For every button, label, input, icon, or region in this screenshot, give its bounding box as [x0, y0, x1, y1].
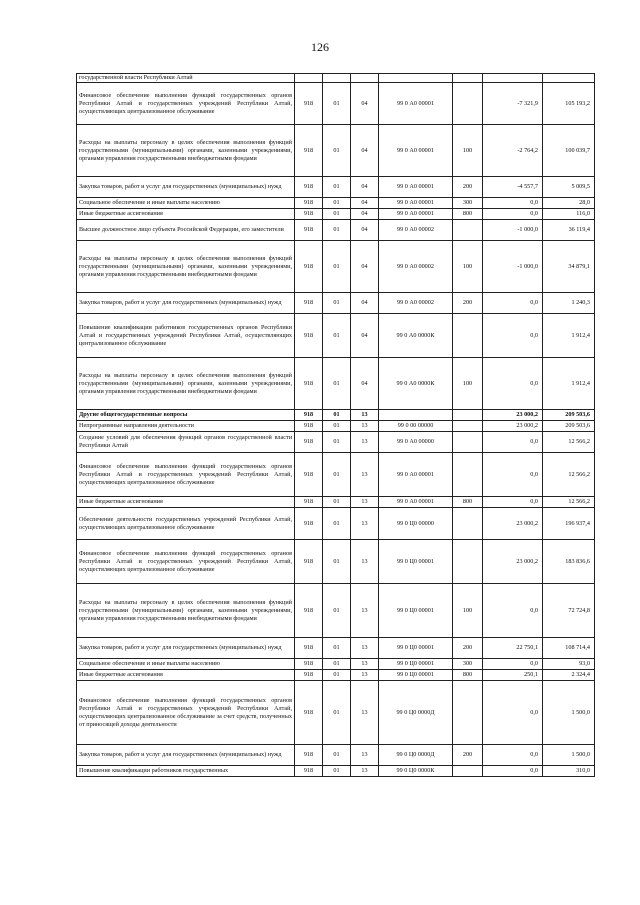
row-section: 01: [323, 681, 351, 745]
row-admin-code: 918: [295, 745, 323, 766]
table-row: [77, 659, 595, 670]
table-row: [77, 293, 595, 314]
row-name: Создание условий для обеспечения функций органов государственной власти Республики Алтай: [77, 432, 295, 453]
table-row: [77, 220, 595, 241]
table-row: [77, 358, 595, 410]
row-admin-code: 918: [295, 125, 323, 177]
row-target-article: 99 0 Ц0 00001: [379, 659, 453, 670]
row-change-amount: 23 000,2: [483, 508, 543, 540]
row-name: Иные бюджетные ассигнования: [77, 670, 295, 681]
row-admin-code: 918: [295, 453, 323, 497]
row-total-amount: 2 324,4: [543, 670, 595, 681]
row-admin-code: 918: [295, 241, 323, 293]
row-target-article: 99 0 А0 00002: [379, 241, 453, 293]
row-target-article: [379, 74, 453, 83]
row-subsection: 13: [351, 508, 379, 540]
row-section: 01: [323, 745, 351, 766]
row-change-amount: 0,0: [483, 745, 543, 766]
row-total-amount: 1 912,4: [543, 314, 595, 358]
row-subsection: 04: [351, 293, 379, 314]
row-admin-code: 918: [295, 432, 323, 453]
row-admin-code: 918: [295, 638, 323, 659]
row-total-amount: 310,0: [543, 766, 595, 777]
row-expense-type: [453, 432, 483, 453]
row-total-amount: 36 119,4: [543, 220, 595, 241]
row-section: 01: [323, 220, 351, 241]
row-change-amount: -2 764,2: [483, 125, 543, 177]
row-change-amount: 0,0: [483, 314, 543, 358]
row-target-article: 99 0 А0 00001: [379, 198, 453, 209]
row-subsection: 04: [351, 198, 379, 209]
row-admin-code: 918: [295, 508, 323, 540]
row-change-amount: -7 321,9: [483, 83, 543, 125]
row-expense-type: 800: [453, 497, 483, 508]
row-section: 01: [323, 177, 351, 198]
row-change-amount: 0,0: [483, 358, 543, 410]
row-name: Иные бюджетные ассигнования: [77, 209, 295, 220]
row-change-amount: 0,0: [483, 659, 543, 670]
row-total-amount: 12 566,2: [543, 453, 595, 497]
row-name: Закупка товаров, работ и услуг для государственных (муниципальных) нужд: [77, 638, 295, 659]
row-subsection: 04: [351, 220, 379, 241]
row-subsection: 13: [351, 766, 379, 777]
row-name: Финансовое обеспечение выполнения функций государственных органов Республики Алтай и государственных учреждений Республики Алтай, осуществляющих централизованное обслуживание: [77, 540, 295, 584]
table-row: [77, 125, 595, 177]
row-change-amount: 0,0: [483, 584, 543, 638]
row-total-amount: 116,0: [543, 209, 595, 220]
table-row: [77, 83, 595, 125]
row-subsection: 13: [351, 638, 379, 659]
row-subsection: 04: [351, 241, 379, 293]
table-row: [77, 198, 595, 209]
row-total-amount: 93,0: [543, 659, 595, 670]
row-total-amount: 12 566,2: [543, 432, 595, 453]
row-target-article: 99 0 А0 00001: [379, 177, 453, 198]
row-expense-type: [453, 410, 483, 421]
row-name: Обеспечение деятельности государственных учреждений Республики Алтай, осуществляющих централизованное обслуживание: [77, 508, 295, 540]
row-name: Закупка товаров, работ и услуг для государственных (муниципальных) нужд: [77, 293, 295, 314]
table-row: [77, 209, 595, 220]
row-section: 01: [323, 540, 351, 584]
row-subsection: 13: [351, 540, 379, 584]
row-section: 01: [323, 670, 351, 681]
row-change-amount: -4 557,7: [483, 177, 543, 198]
row-target-article: 99 0 А0 00000: [379, 432, 453, 453]
row-total-amount: 105 193,2: [543, 83, 595, 125]
row-admin-code: [295, 74, 323, 83]
row-expense-type: 100: [453, 584, 483, 638]
row-admin-code: 918: [295, 314, 323, 358]
row-total-amount: 1 500,0: [543, 745, 595, 766]
row-target-article: 99 0 А0 00001: [379, 453, 453, 497]
row-change-amount: 23 000,2: [483, 421, 543, 432]
row-name: Расходы на выплаты персоналу в целях обеспечения выполнения функций государственными (муниципальными) органами, казенными учреждениями, органами управления государственными внебюджетными фондами: [77, 125, 295, 177]
row-admin-code: 918: [295, 293, 323, 314]
row-change-amount: -1 000,0: [483, 220, 543, 241]
table-row: [77, 314, 595, 358]
row-target-article: 99 0 Ц0 00001: [379, 670, 453, 681]
row-expense-type: 300: [453, 198, 483, 209]
row-total-amount: 72 724,8: [543, 584, 595, 638]
row-target-article: 99 0 А0 00001: [379, 125, 453, 177]
row-admin-code: 918: [295, 209, 323, 220]
row-section: 01: [323, 453, 351, 497]
row-section: 01: [323, 198, 351, 209]
row-expense-type: [453, 681, 483, 745]
row-admin-code: 918: [295, 220, 323, 241]
table-row: [77, 241, 595, 293]
row-total-amount: 100 039,7: [543, 125, 595, 177]
row-total-amount: 1 912,4: [543, 358, 595, 410]
row-change-amount: 0,0: [483, 209, 543, 220]
row-subsection: 04: [351, 177, 379, 198]
row-subsection: 13: [351, 745, 379, 766]
row-admin-code: 918: [295, 177, 323, 198]
row-subsection: 13: [351, 432, 379, 453]
row-section: 01: [323, 766, 351, 777]
row-subsection: 13: [351, 584, 379, 638]
row-expense-type: 200: [453, 745, 483, 766]
row-section: 01: [323, 584, 351, 638]
table-row: [77, 638, 595, 659]
row-section: 01: [323, 638, 351, 659]
row-subsection: 13: [351, 659, 379, 670]
table-row: [77, 766, 595, 777]
row-target-article: 99 0 А0 0000К: [379, 314, 453, 358]
row-admin-code: 918: [295, 83, 323, 125]
table-row: [77, 432, 595, 453]
row-subsection: 04: [351, 125, 379, 177]
row-target-article: 99 0 Ц0 0000Д: [379, 681, 453, 745]
row-subsection: 04: [351, 209, 379, 220]
table-row: [77, 410, 595, 421]
row-admin-code: 918: [295, 584, 323, 638]
row-admin-code: 918: [295, 421, 323, 432]
row-admin-code: 918: [295, 766, 323, 777]
row-expense-type: 800: [453, 209, 483, 220]
row-name: Расходы на выплаты персоналу в целях обеспечения выполнения функций государственными (муниципальными) органами, казенными учреждениями, органами управления государственными внебюджетными фондами: [77, 358, 295, 410]
row-name: Социальное обеспечение и иные выплаты населению: [77, 659, 295, 670]
row-target-article: 99 0 А0 0000К: [379, 358, 453, 410]
row-admin-code: 918: [295, 198, 323, 209]
row-change-amount: 22 750,1: [483, 638, 543, 659]
row-section: 01: [323, 410, 351, 421]
row-target-article: 99 0 Ц0 00001: [379, 540, 453, 584]
row-expense-type: [453, 453, 483, 497]
row-expense-type: [453, 314, 483, 358]
row-expense-type: 200: [453, 293, 483, 314]
row-subsection: 13: [351, 453, 379, 497]
row-section: 01: [323, 83, 351, 125]
row-change-amount: 0,0: [483, 766, 543, 777]
row-name: Закупка товаров, работ и услуг для государственных (муниципальных) нужд: [77, 177, 295, 198]
row-admin-code: 918: [295, 410, 323, 421]
row-total-amount: 12 566,2: [543, 497, 595, 508]
row-expense-type: 200: [453, 177, 483, 198]
row-expense-type: 100: [453, 125, 483, 177]
table-row: [77, 177, 595, 198]
row-change-amount: 250,1: [483, 670, 543, 681]
row-total-amount: 196 937,4: [543, 508, 595, 540]
row-subsection: 04: [351, 83, 379, 125]
row-change-amount: 23 000,2: [483, 540, 543, 584]
row-subsection: 04: [351, 358, 379, 410]
row-target-article: 99 0 Ц0 00001: [379, 584, 453, 638]
row-section: 01: [323, 241, 351, 293]
row-target-article: 99 0 А0 00001: [379, 209, 453, 220]
row-section: 01: [323, 497, 351, 508]
row-target-article: 99 0 А0 00001: [379, 497, 453, 508]
row-total-amount: [543, 74, 595, 83]
row-target-article: 99 0 Ц0 0000К: [379, 766, 453, 777]
row-target-article: [379, 410, 453, 421]
row-expense-type: 800: [453, 670, 483, 681]
row-expense-type: [453, 766, 483, 777]
row-subsection: 13: [351, 497, 379, 508]
row-section: 01: [323, 293, 351, 314]
row-section: 01: [323, 432, 351, 453]
table-row: [77, 508, 595, 540]
row-section: 01: [323, 508, 351, 540]
row-section: 01: [323, 358, 351, 410]
row-name: Повышение квалификации работников государственных: [77, 766, 295, 777]
row-total-amount: 34 879,1: [543, 241, 595, 293]
row-expense-type: 100: [453, 241, 483, 293]
row-change-amount: 0,0: [483, 497, 543, 508]
row-expense-type: 300: [453, 659, 483, 670]
row-admin-code: 918: [295, 540, 323, 584]
table-row: [77, 74, 595, 83]
row-target-article: 99 0 А0 00002: [379, 220, 453, 241]
row-expense-type: [453, 540, 483, 584]
row-section: 01: [323, 125, 351, 177]
row-name: Непрограммные направления деятельности: [77, 421, 295, 432]
row-change-amount: 0,0: [483, 198, 543, 209]
row-change-amount: -1 000,0: [483, 241, 543, 293]
row-section: 01: [323, 314, 351, 358]
row-target-article: 99 0 Ц0 0000Д: [379, 745, 453, 766]
row-name: Высшее должностное лицо субъекта Российской Федерации, его заместители: [77, 220, 295, 241]
row-name: Социальное обеспечение и иные выплаты населению: [77, 198, 295, 209]
row-subsection: [351, 74, 379, 83]
row-name: Финансовое обеспечение выполнения функций государственных органов Республики Алтай и государственных учреждений Республики Алтай, осуществляющих централизованное обслуживание за счет средств, полученных от приносящей доходы деятельности: [77, 681, 295, 745]
table-row: [77, 421, 595, 432]
row-change-amount: 0,0: [483, 453, 543, 497]
row-name: Расходы на выплаты персоналу в целях обеспечения выполнения функций государственными (муниципальными) органами, казенными учреждениями, органами управления государственными внебюджетными фондами: [77, 584, 295, 638]
row-admin-code: 918: [295, 497, 323, 508]
row-target-article: 99 0 А0 00001: [379, 83, 453, 125]
row-name: Другие общегосударственные вопросы: [77, 410, 295, 421]
table-row: [77, 497, 595, 508]
row-change-amount: 0,0: [483, 432, 543, 453]
row-admin-code: 918: [295, 358, 323, 410]
row-change-amount: 0,0: [483, 293, 543, 314]
row-change-amount: 0,0: [483, 681, 543, 745]
row-expense-type: [453, 421, 483, 432]
row-expense-type: 200: [453, 638, 483, 659]
table-row: [77, 584, 595, 638]
table-row: [77, 453, 595, 497]
row-name: Повышение квалификации работников государственных органов Республики Алтай и государственных учреждений Республики Алтай, осуществляющих централизованное обслуживание: [77, 314, 295, 358]
row-expense-type: [453, 74, 483, 83]
row-total-amount: 183 836,6: [543, 540, 595, 584]
row-subsection: 13: [351, 421, 379, 432]
table-row: [77, 540, 595, 584]
row-expense-type: 100: [453, 358, 483, 410]
row-admin-code: 918: [295, 681, 323, 745]
row-total-amount: 1 500,0: [543, 681, 595, 745]
table-row: [77, 745, 595, 766]
row-section: 01: [323, 659, 351, 670]
table-row: [77, 681, 595, 745]
row-total-amount: 209 503,6: [543, 410, 595, 421]
row-admin-code: 918: [295, 670, 323, 681]
row-total-amount: 1 240,3: [543, 293, 595, 314]
row-change-amount: [483, 74, 543, 83]
row-subsection: 13: [351, 410, 379, 421]
row-total-amount: 5 009,5: [543, 177, 595, 198]
row-admin-code: 918: [295, 659, 323, 670]
budget-table: [76, 73, 595, 777]
row-section: 01: [323, 421, 351, 432]
row-name: государственной власти Республики Алтай: [77, 74, 295, 83]
table-row: [77, 670, 595, 681]
row-subsection: 13: [351, 670, 379, 681]
row-total-amount: 28,0: [543, 198, 595, 209]
row-subsection: 13: [351, 681, 379, 745]
row-name: Расходы на выплаты персоналу в целях обеспечения выполнения функций государственными (муниципальными) органами, казенными учреждениями, органами управления государственными внебюджетными фондами: [77, 241, 295, 293]
row-expense-type: [453, 508, 483, 540]
row-subsection: 04: [351, 314, 379, 358]
row-expense-type: [453, 83, 483, 125]
row-change-amount: 23 000,2: [483, 410, 543, 421]
row-name: Иные бюджетные ассигнования: [77, 497, 295, 508]
row-target-article: 99 0 А0 00002: [379, 293, 453, 314]
row-name: Закупка товаров, работ и услуг для государственных (муниципальных) нужд: [77, 745, 295, 766]
row-total-amount: 108 714,4: [543, 638, 595, 659]
row-target-article: 99 0 00 00000: [379, 421, 453, 432]
row-section: [323, 74, 351, 83]
row-expense-type: [453, 220, 483, 241]
row-target-article: 99 0 Ц0 00001: [379, 638, 453, 659]
row-section: 01: [323, 209, 351, 220]
page-number: 126: [311, 40, 329, 54]
row-target-article: 99 0 Ц0 00000: [379, 508, 453, 540]
row-name: Финансовое обеспечение выполнения функций государственных органов Республики Алтай и государственных учреждений Республики Алтай, осуществляющих централизованное обслуживание: [77, 83, 295, 125]
row-total-amount: 209 503,6: [543, 421, 595, 432]
row-name: Финансовое обеспечение выполнения функций государственных органов Республики Алтай и государственных учреждений Республики Алтай, осуществляющих централизованное обслуживание: [77, 453, 295, 497]
